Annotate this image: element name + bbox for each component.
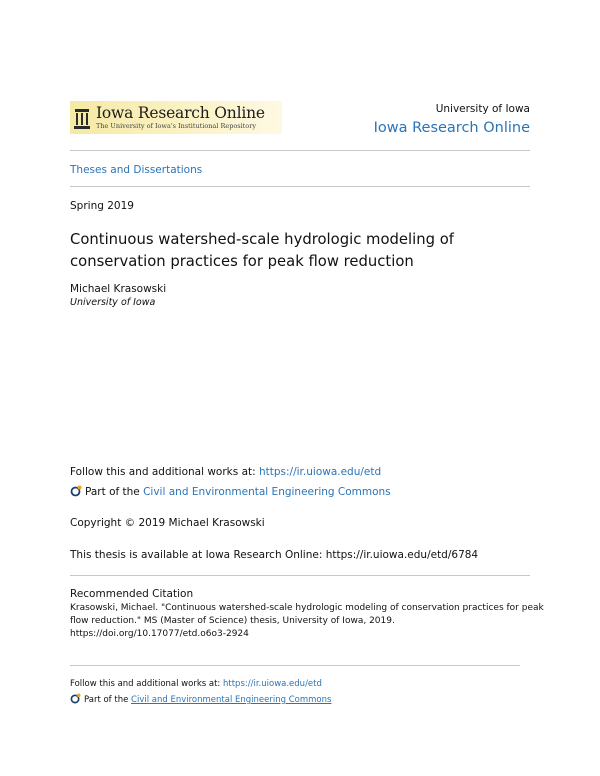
citation-doi-link[interactable]: https://doi.org/10.17077/etd.o6o3-2924 [70, 629, 249, 639]
divider [70, 575, 530, 576]
divider [70, 186, 530, 187]
thesis-title: Continuous watershed-scale hydrologic modeling of conservation practices for peak flow reduction [70, 231, 454, 270]
part-of-line [70, 485, 391, 498]
publication-date: Spring 2019 [70, 200, 134, 212]
footer-follow-line [70, 679, 322, 689]
citation-heading: Recommended Citation [70, 588, 194, 600]
logo-subtitle: The University of Iowa's Institutional Repository [96, 122, 256, 130]
institution-name: University of Iowa [435, 103, 530, 115]
follow-prefix: Follow this and additional works at: [70, 466, 259, 478]
part-of-prefix: Part of the [85, 486, 144, 498]
copyright-notice: Copyright © 2019 Michael Krasowski [70, 517, 265, 529]
commons-link[interactable]: Civil and Environmental Engineering Commons [143, 486, 391, 498]
footer-part-of-line [70, 693, 331, 705]
author-affiliation: University of Iowa [70, 297, 156, 308]
logo-title: Iowa Research Online [96, 104, 265, 122]
footer-commons-link[interactable]: Civil and Environmental Engineering Commons [131, 695, 332, 705]
commons-network-icon [70, 693, 81, 704]
building-columns-icon [74, 106, 90, 130]
footer-part-of-prefix: Part of the [84, 695, 132, 705]
commons-network-icon [70, 485, 82, 497]
follow-url-link[interactable]: https://ir.uiowa.edu/etd [259, 466, 382, 478]
footer-follow-prefix: Follow this and additional works at: [70, 679, 223, 689]
author-name: Michael Krasowski [70, 283, 167, 295]
repository-logo[interactable] [70, 101, 282, 134]
citation-line-1: Krasowski, Michael. "Continuous watershed-scale hydrologic modeling of conservation practices for peak [70, 603, 544, 613]
divider [70, 150, 530, 151]
collection-link[interactable]: Theses and Dissertations [70, 164, 203, 176]
availability-notice: This thesis is available at Iowa Research Online: https://ir.uiowa.edu/etd/6784 [70, 549, 479, 561]
repository-link[interactable]: Iowa Research Online [373, 120, 530, 136]
citation-line-2: flow reduction." MS (Master of Science) thesis, University of Iowa, 2019. [70, 616, 395, 626]
footer-follow-url-link[interactable]: https://ir.uiowa.edu/etd [223, 679, 322, 689]
follow-line [70, 466, 381, 478]
divider [70, 665, 520, 666]
